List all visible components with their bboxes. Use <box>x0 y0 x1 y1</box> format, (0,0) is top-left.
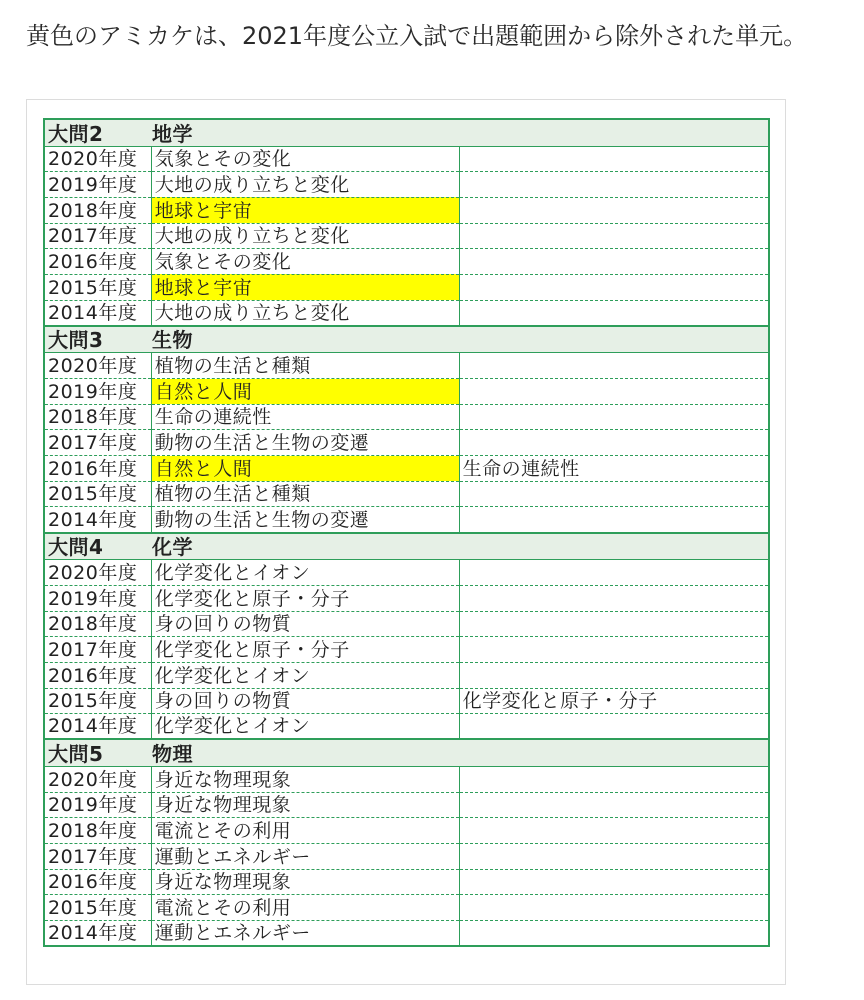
topic-cell: 化学変化と原子・分子 <box>151 637 459 663</box>
year-cell: 2018年度 <box>44 404 151 430</box>
section-header <box>44 739 769 766</box>
extra-topic-cell <box>459 844 769 870</box>
year-cell: 2016年度 <box>44 662 151 688</box>
year-cell: 2020年度 <box>44 353 151 379</box>
topic-cell: 身近な物理現象 <box>151 792 459 818</box>
extra-topic-cell <box>459 921 769 947</box>
topic-cell: 動物の生活と生物の変遷 <box>151 507 459 533</box>
extra-topic-cell <box>459 895 769 921</box>
section-header-cell <box>44 326 769 353</box>
topic-cell-highlighted: 地球と宇宙 <box>151 274 459 300</box>
table-row <box>44 223 769 249</box>
topic-cell: 化学変化とイオン <box>151 714 459 740</box>
extra-topic-cell <box>459 197 769 223</box>
extra-topic-cell <box>459 379 769 405</box>
year-cell: 2017年度 <box>44 637 151 663</box>
section-subject: 生物 <box>152 328 193 353</box>
year-cell: 2016年度 <box>44 249 151 275</box>
extra-topic-cell <box>459 172 769 198</box>
table-row <box>44 481 769 507</box>
year-cell: 2018年度 <box>44 611 151 637</box>
table-row <box>44 172 769 198</box>
year-cell: 2019年度 <box>44 379 151 405</box>
topic-cell: 動物の生活と生物の変遷 <box>151 430 459 456</box>
table-row <box>44 688 769 714</box>
year-cell: 2017年度 <box>44 430 151 456</box>
topic-cell-highlighted: 自然と人間 <box>151 456 459 482</box>
topic-cell: 気象とその変化 <box>151 146 459 172</box>
section-subject: 地学 <box>152 121 193 146</box>
topic-cell: 大地の成り立ちと変化 <box>151 300 459 326</box>
year-cell: 2018年度 <box>44 197 151 223</box>
topic-cell: 植物の生活と種類 <box>151 353 459 379</box>
section-header <box>44 326 769 353</box>
year-cell: 2015年度 <box>44 481 151 507</box>
topic-cell: 化学変化と原子・分子 <box>151 585 459 611</box>
extra-topic-cell <box>459 300 769 326</box>
year-cell: 2015年度 <box>44 688 151 714</box>
table-row <box>44 611 769 637</box>
table-row <box>44 146 769 172</box>
extra-topic-cell: 生命の連続性 <box>459 456 769 482</box>
topic-cell: 身の回りの物質 <box>151 688 459 714</box>
topic-cell: 気象とその変化 <box>151 249 459 275</box>
table-row <box>44 585 769 611</box>
year-cell: 2020年度 <box>44 146 151 172</box>
section-subject: 化学 <box>152 535 193 560</box>
table-row <box>44 560 769 586</box>
table-row <box>44 404 769 430</box>
extra-topic-cell <box>459 766 769 792</box>
extra-topic-cell <box>459 792 769 818</box>
extra-topic-cell <box>459 223 769 249</box>
year-cell: 2014年度 <box>44 507 151 533</box>
year-cell: 2015年度 <box>44 895 151 921</box>
topic-cell: 運動とエネルギー <box>151 844 459 870</box>
section-number: 大問5 <box>48 741 104 766</box>
topic-cell: 運動とエネルギー <box>151 921 459 947</box>
section-number: 大問3 <box>48 328 104 353</box>
extra-topic-cell: 化学変化と原子・分子 <box>459 688 769 714</box>
extra-topic-cell <box>459 507 769 533</box>
topic-cell: 化学変化とイオン <box>151 662 459 688</box>
table-row <box>44 792 769 818</box>
table-row <box>44 456 769 482</box>
topic-cell: 化学変化とイオン <box>151 560 459 586</box>
table-row <box>44 766 769 792</box>
year-cell: 2018年度 <box>44 818 151 844</box>
extra-topic-cell <box>459 637 769 663</box>
section-header <box>44 533 769 560</box>
year-cell: 2017年度 <box>44 223 151 249</box>
table-row <box>44 197 769 223</box>
year-cell: 2014年度 <box>44 714 151 740</box>
extra-topic-cell <box>459 353 769 379</box>
table-row <box>44 662 769 688</box>
year-cell: 2017年度 <box>44 844 151 870</box>
extra-topic-cell <box>459 249 769 275</box>
table-row <box>44 249 769 275</box>
section-header <box>44 119 769 146</box>
topic-cell-highlighted: 自然と人間 <box>151 379 459 405</box>
section-subject: 物理 <box>152 741 193 766</box>
year-cell: 2014年度 <box>44 300 151 326</box>
extra-topic-cell <box>459 146 769 172</box>
year-cell: 2019年度 <box>44 792 151 818</box>
table-row <box>44 353 769 379</box>
year-cell: 2016年度 <box>44 869 151 895</box>
extra-topic-cell <box>459 714 769 740</box>
table-row <box>44 869 769 895</box>
year-cell: 2014年度 <box>44 921 151 947</box>
extra-topic-cell <box>459 818 769 844</box>
table-row <box>44 921 769 947</box>
table-row <box>44 714 769 740</box>
year-cell: 2019年度 <box>44 172 151 198</box>
year-cell: 2020年度 <box>44 560 151 586</box>
table-row <box>44 844 769 870</box>
topic-cell: 身近な物理現象 <box>151 766 459 792</box>
section-header-cell <box>44 119 769 146</box>
extra-topic-cell <box>459 404 769 430</box>
table-row <box>44 430 769 456</box>
topic-cell: 大地の成り立ちと変化 <box>151 223 459 249</box>
extra-topic-cell <box>459 662 769 688</box>
section-number: 大問4 <box>48 535 104 560</box>
extra-topic-cell <box>459 869 769 895</box>
table-row <box>44 274 769 300</box>
extra-topic-cell <box>459 611 769 637</box>
year-cell: 2020年度 <box>44 766 151 792</box>
year-cell: 2016年度 <box>44 456 151 482</box>
topic-cell: 植物の生活と種類 <box>151 481 459 507</box>
topic-cell-highlighted: 地球と宇宙 <box>151 197 459 223</box>
section-header-cell <box>44 739 769 766</box>
topic-cell: 電流とその利用 <box>151 895 459 921</box>
table-row <box>44 507 769 533</box>
year-cell: 2019年度 <box>44 585 151 611</box>
table-row <box>44 300 769 326</box>
section-number: 大問2 <box>48 121 104 146</box>
topic-cell: 生命の連続性 <box>151 404 459 430</box>
extra-topic-cell <box>459 430 769 456</box>
extra-topic-cell <box>459 481 769 507</box>
table-row <box>44 895 769 921</box>
year-cell: 2015年度 <box>44 274 151 300</box>
extra-topic-cell <box>459 560 769 586</box>
exam-topics-table <box>43 118 770 947</box>
table-row <box>44 818 769 844</box>
table-row <box>44 379 769 405</box>
topic-cell: 身の回りの物質 <box>151 611 459 637</box>
topic-cell: 大地の成り立ちと変化 <box>151 172 459 198</box>
extra-topic-cell <box>459 274 769 300</box>
topic-cell: 身近な物理現象 <box>151 869 459 895</box>
section-header-cell <box>44 533 769 560</box>
caption-text: 黄色のアミカケは、2021年度公立入試で出題範囲から除外された単元。 <box>26 22 808 50</box>
extra-topic-cell <box>459 585 769 611</box>
topic-cell: 電流とその利用 <box>151 818 459 844</box>
table-row <box>44 637 769 663</box>
